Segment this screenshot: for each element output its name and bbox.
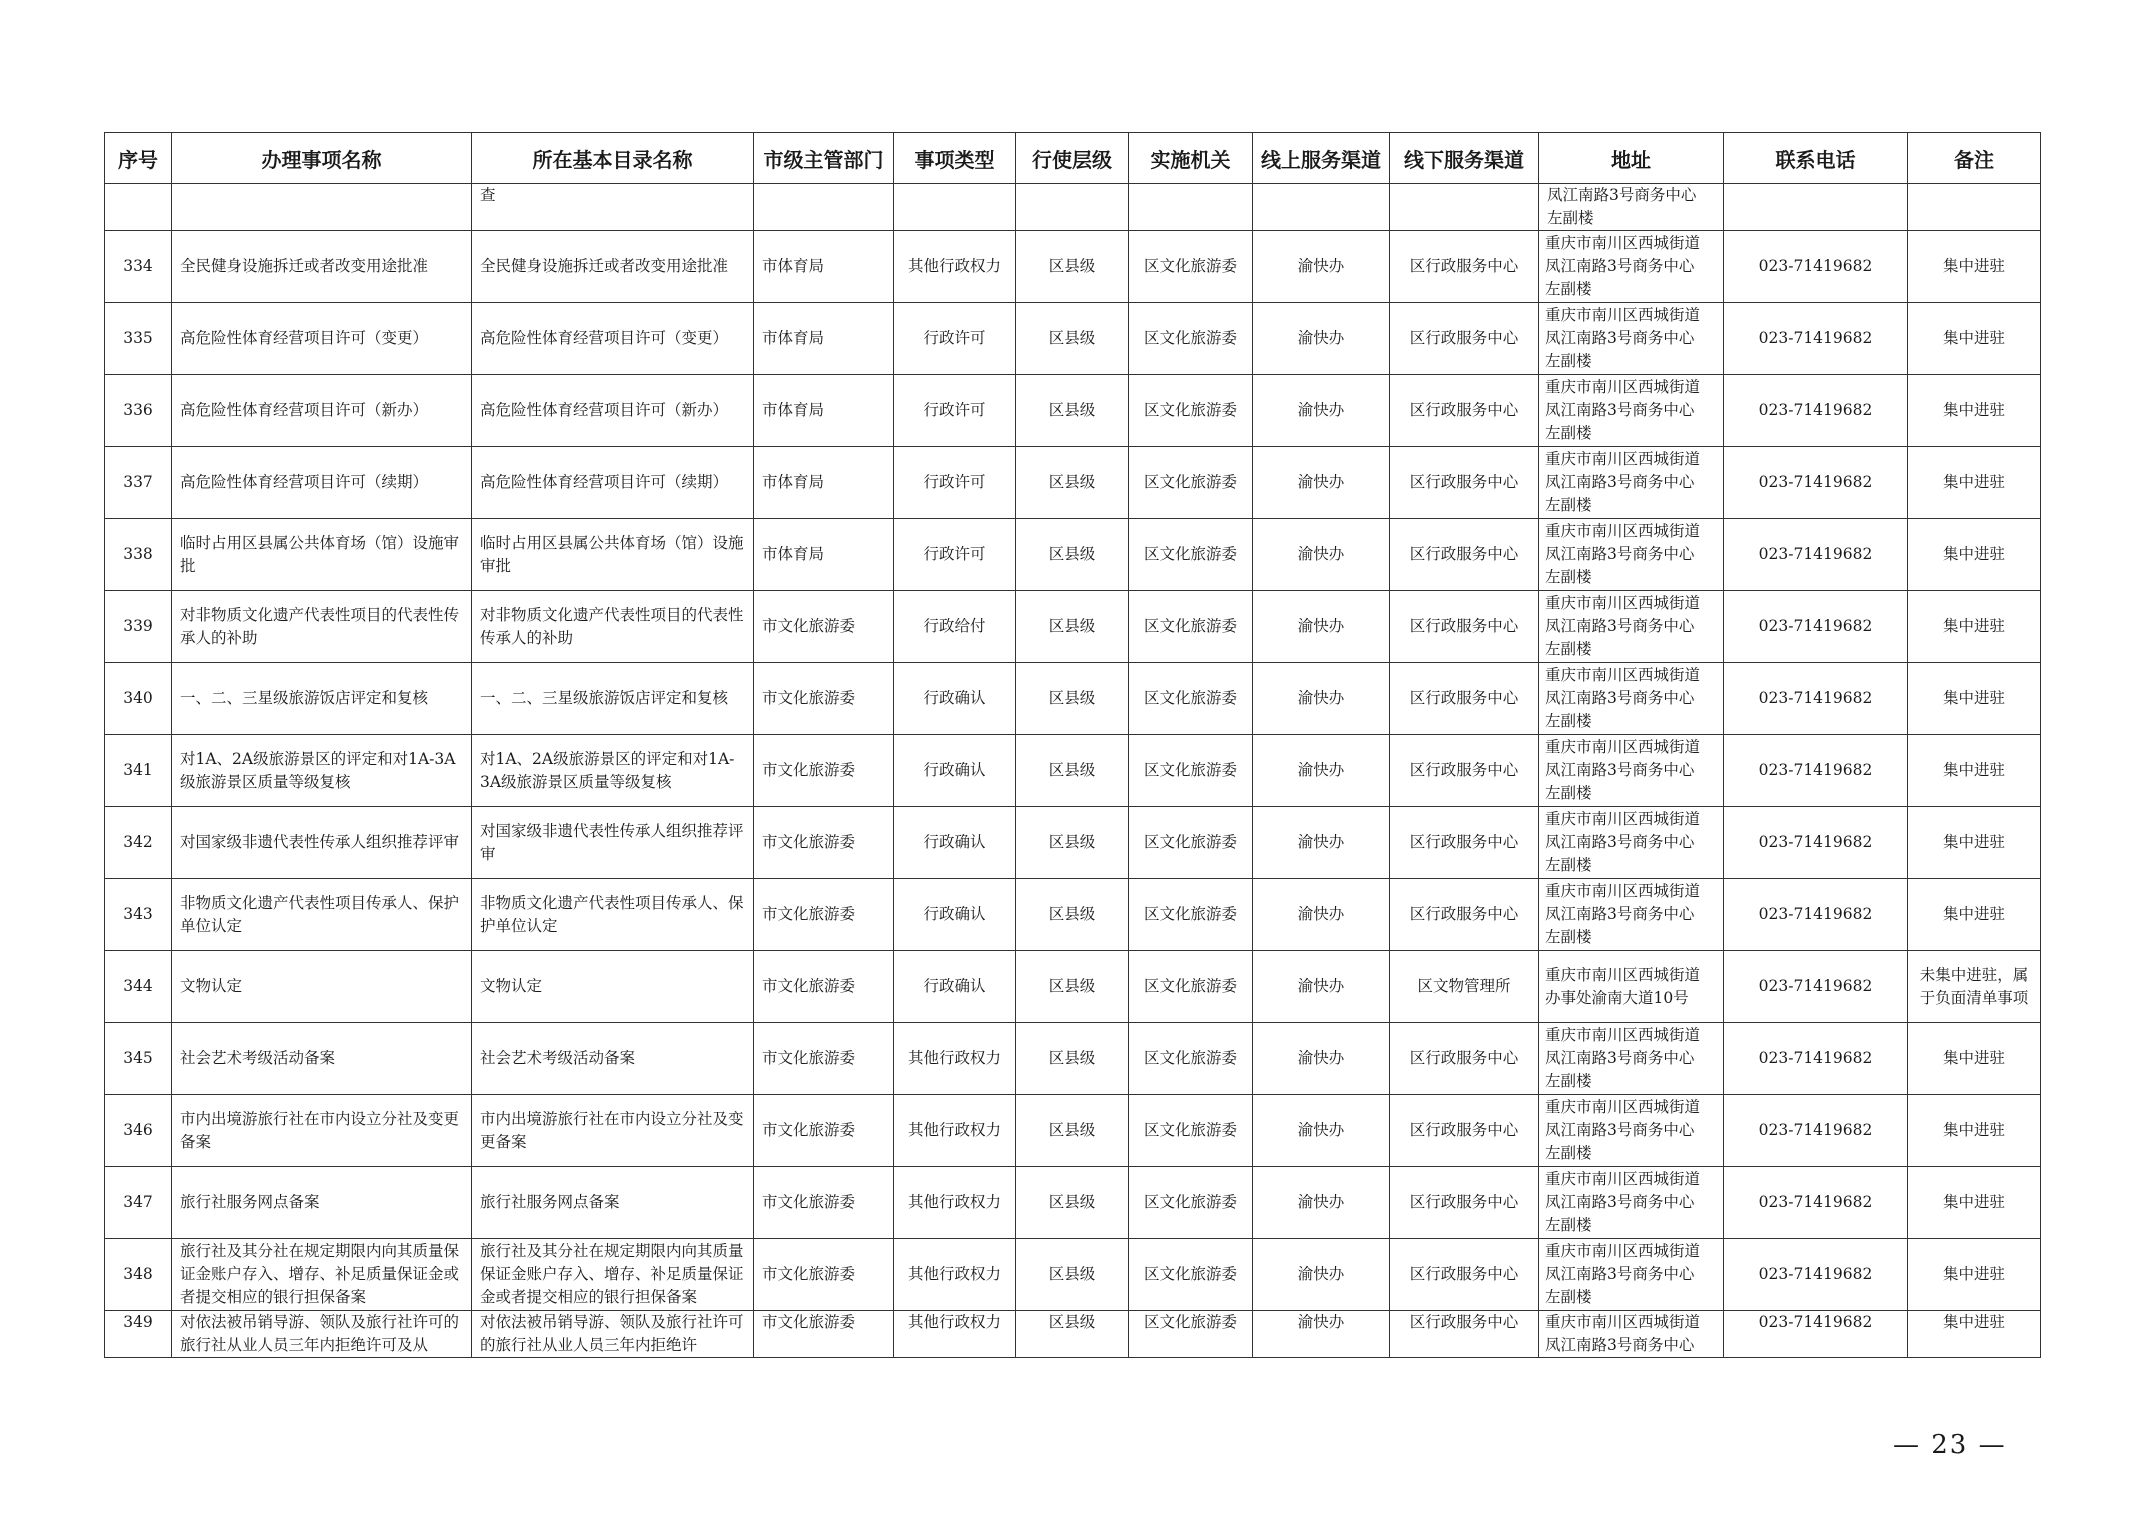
cell-agency: 区文化旅游委 bbox=[1129, 663, 1253, 735]
cell-name: 对国家级非遗代表性传承人组织推荐评审 bbox=[172, 807, 472, 879]
cell-dir: 全民健身设施拆迁或者改变用途批准 bbox=[472, 231, 754, 303]
cell-agency bbox=[1129, 184, 1253, 231]
cell-dept: 市体育局 bbox=[754, 447, 894, 519]
cell-offline: 区行政服务中心 bbox=[1390, 879, 1539, 951]
table-row bbox=[105, 735, 2041, 807]
cell-name: 对依法被吊销导游、领队及旅行社许可的旅行社从业人员三年内拒绝许可及从 bbox=[172, 1311, 472, 1358]
cell-no: 341 bbox=[105, 735, 172, 807]
cell-offline: 区行政服务中心 bbox=[1390, 1023, 1539, 1095]
cell-agency: 区文化旅游委 bbox=[1129, 231, 1253, 303]
cell-note: 集中进驻 bbox=[1908, 375, 2041, 447]
cell-note: 集中进驻 bbox=[1908, 807, 2041, 879]
cell-agency: 区文化旅游委 bbox=[1129, 1023, 1253, 1095]
cell-level: 区县级 bbox=[1016, 231, 1129, 303]
cell-type: 行政许可 bbox=[894, 303, 1016, 375]
cell-type: 其他行政权力 bbox=[894, 1023, 1016, 1095]
cell-dir: 对国家级非遗代表性传承人组织推荐评审 bbox=[472, 807, 754, 879]
cell-online: 渝快办 bbox=[1253, 663, 1390, 735]
cell-agency: 区文化旅游委 bbox=[1129, 447, 1253, 519]
cell-offline: 区行政服务中心 bbox=[1390, 1095, 1539, 1167]
cell-dir: 高危险性体育经营项目许可（变更） bbox=[472, 303, 754, 375]
table-row bbox=[105, 951, 2041, 1023]
cell-offline: 区行政服务中心 bbox=[1390, 735, 1539, 807]
cell-note: 集中进驻 bbox=[1908, 1023, 2041, 1095]
cell-name: 对非物质文化遗产代表性项目的代表性传承人的补助 bbox=[172, 591, 472, 663]
cell-online: 渝快办 bbox=[1253, 303, 1390, 375]
cell-level: 区县级 bbox=[1016, 303, 1129, 375]
cell-address: 重庆市南川区西城街道 凤江南路3号商务中心 左副楼 bbox=[1539, 303, 1724, 375]
cell-online: 渝快办 bbox=[1253, 807, 1390, 879]
cell-phone: 023-71419682 bbox=[1724, 447, 1908, 519]
cell-dir: 高危险性体育经营项目许可（续期） bbox=[472, 447, 754, 519]
table-row bbox=[105, 519, 2041, 591]
cell-no: 336 bbox=[105, 375, 172, 447]
table-row bbox=[105, 1311, 2041, 1358]
cell-phone: 023-71419682 bbox=[1724, 663, 1908, 735]
cell-level: 区县级 bbox=[1016, 447, 1129, 519]
cell-dept: 市体育局 bbox=[754, 303, 894, 375]
cell-no bbox=[105, 184, 172, 231]
cell-dir: 查 bbox=[472, 184, 754, 231]
cell-dir: 社会艺术考级活动备案 bbox=[472, 1023, 754, 1095]
header-no: 序号 bbox=[105, 133, 172, 184]
cell-type: 行政确认 bbox=[894, 663, 1016, 735]
cell-dept: 市体育局 bbox=[754, 375, 894, 447]
table-row bbox=[105, 807, 2041, 879]
cell-type: 其他行政权力 bbox=[894, 1311, 1016, 1358]
cell-offline: 区行政服务中心 bbox=[1390, 1239, 1539, 1311]
cell-level: 区县级 bbox=[1016, 879, 1129, 951]
cell-name: 旅行社及其分社在规定期限内向其质量保证金账户存入、增存、补足质量保证金或者提交相应的银行担保备案 bbox=[172, 1239, 472, 1311]
header-level: 行使层级 bbox=[1016, 133, 1129, 184]
cell-online bbox=[1253, 184, 1390, 231]
header-directory-name: 所在基本目录名称 bbox=[472, 133, 754, 184]
cell-agency: 区文化旅游委 bbox=[1129, 591, 1253, 663]
cell-agency: 区文化旅游委 bbox=[1129, 879, 1253, 951]
cell-dir: 文物认定 bbox=[472, 951, 754, 1023]
cell-address: 重庆市南川区西城街道 凤江南路3号商务中心 左副楼 bbox=[1539, 663, 1724, 735]
cell-no: 335 bbox=[105, 303, 172, 375]
cell-phone: 023-71419682 bbox=[1724, 519, 1908, 591]
cell-dept: 市体育局 bbox=[754, 231, 894, 303]
cell-note: 集中进驻 bbox=[1908, 1239, 2041, 1311]
cell-online: 渝快办 bbox=[1253, 591, 1390, 663]
cell-name: 一、二、三星级旅游饭店评定和复核 bbox=[172, 663, 472, 735]
cell-type: 行政确认 bbox=[894, 879, 1016, 951]
cell-no: 339 bbox=[105, 591, 172, 663]
cell-note: 集中进驻 bbox=[1908, 519, 2041, 591]
cell-offline: 区行政服务中心 bbox=[1390, 807, 1539, 879]
cell-address: 重庆市南川区西城街道 凤江南路3号商务中心 左副楼 bbox=[1539, 807, 1724, 879]
cell-level: 区县级 bbox=[1016, 591, 1129, 663]
cell-name: 全民健身设施拆迁或者改变用途批准 bbox=[172, 231, 472, 303]
cell-dir: 旅行社及其分社在规定期限内向其质量保证金账户存入、增存、补足质量保证金或者提交相应的银行担保备案 bbox=[472, 1239, 754, 1311]
cell-dept: 市文化旅游委 bbox=[754, 1167, 894, 1239]
cell-type: 其他行政权力 bbox=[894, 1095, 1016, 1167]
cell-phone: 023-71419682 bbox=[1724, 735, 1908, 807]
header-offline-channel: 线下服务渠道 bbox=[1390, 133, 1539, 184]
cell-dept: 市文化旅游委 bbox=[754, 807, 894, 879]
cell-address: 重庆市南川区西城街道 凤江南路3号商务中心 左副楼 bbox=[1539, 1023, 1724, 1095]
cell-note: 集中进驻 bbox=[1908, 879, 2041, 951]
cell-phone: 023-71419682 bbox=[1724, 231, 1908, 303]
cell-level: 区县级 bbox=[1016, 735, 1129, 807]
cell-phone: 023-71419682 bbox=[1724, 1095, 1908, 1167]
cell-note: 集中进驻 bbox=[1908, 303, 2041, 375]
cell-online: 渝快办 bbox=[1253, 735, 1390, 807]
cell-address: 重庆市南川区西城街道 凤江南路3号商务中心 左副楼 bbox=[1539, 231, 1724, 303]
cell-type: 行政确认 bbox=[894, 951, 1016, 1023]
cell-offline: 区行政服务中心 bbox=[1390, 303, 1539, 375]
cell-phone: 023-71419682 bbox=[1724, 1239, 1908, 1311]
cell-name: 市内出境游旅行社在市内设立分社及变更备案 bbox=[172, 1095, 472, 1167]
cell-online: 渝快办 bbox=[1253, 879, 1390, 951]
cell-level: 区县级 bbox=[1016, 1311, 1129, 1358]
cell-name: 临时占用区县属公共体育场（馆）设施审批 bbox=[172, 519, 472, 591]
cell-type: 其他行政权力 bbox=[894, 1167, 1016, 1239]
cell-note: 集中进驻 bbox=[1908, 591, 2041, 663]
cell-level: 区县级 bbox=[1016, 951, 1129, 1023]
header-note: 备注 bbox=[1908, 133, 2041, 184]
cell-note: 集中进驻 bbox=[1908, 1311, 2041, 1358]
cell-type bbox=[894, 184, 1016, 231]
cell-online: 渝快办 bbox=[1253, 1311, 1390, 1358]
cell-online: 渝快办 bbox=[1253, 375, 1390, 447]
cell-dept: 市文化旅游委 bbox=[754, 735, 894, 807]
cell-name: 文物认定 bbox=[172, 951, 472, 1023]
cell-address: 重庆市南川区西城街道 办事处渝南大道10号 bbox=[1539, 951, 1724, 1023]
cell-note: 集中进驻 bbox=[1908, 447, 2041, 519]
cell-dept: 市文化旅游委 bbox=[754, 663, 894, 735]
cell-agency: 区文化旅游委 bbox=[1129, 519, 1253, 591]
cell-level: 区县级 bbox=[1016, 1167, 1129, 1239]
cell-name: 高危险性体育经营项目许可（变更） bbox=[172, 303, 472, 375]
cell-level: 区县级 bbox=[1016, 663, 1129, 735]
table-row bbox=[105, 879, 2041, 951]
cell-phone bbox=[1724, 184, 1908, 231]
cell-phone: 023-71419682 bbox=[1724, 303, 1908, 375]
cell-level: 区县级 bbox=[1016, 1239, 1129, 1311]
cell-no: 344 bbox=[105, 951, 172, 1023]
cell-no: 338 bbox=[105, 519, 172, 591]
cell-address: 重庆市南川区西城街道 凤江南路3号商务中心 左副楼 bbox=[1539, 1095, 1724, 1167]
cell-online: 渝快办 bbox=[1253, 951, 1390, 1023]
cell-dir: 临时占用区县属公共体育场（馆）设施审批 bbox=[472, 519, 754, 591]
cell-level: 区县级 bbox=[1016, 1023, 1129, 1095]
cell-type: 行政许可 bbox=[894, 519, 1016, 591]
table-row bbox=[105, 447, 2041, 519]
cell-online: 渝快办 bbox=[1253, 231, 1390, 303]
cell-no: 340 bbox=[105, 663, 172, 735]
cell-note: 未集中进驻，属于负面清单事项 bbox=[1908, 951, 2041, 1023]
cell-level: 区县级 bbox=[1016, 807, 1129, 879]
cell-offline: 区文物管理所 bbox=[1390, 951, 1539, 1023]
service-items-table bbox=[104, 132, 2041, 1358]
cell-dir: 旅行社服务网点备案 bbox=[472, 1167, 754, 1239]
cell-note: 集中进驻 bbox=[1908, 663, 2041, 735]
service-items-table-container bbox=[104, 132, 2040, 1358]
cell-agency: 区文化旅游委 bbox=[1129, 1239, 1253, 1311]
cell-address: 重庆市南川区西城街道 凤江南路3号商务中心 bbox=[1539, 1311, 1724, 1358]
cell-no: 334 bbox=[105, 231, 172, 303]
cell-name: 高危险性体育经营项目许可（续期） bbox=[172, 447, 472, 519]
cell-name: 非物质文化遗产代表性项目传承人、保护单位认定 bbox=[172, 879, 472, 951]
cell-no: 345 bbox=[105, 1023, 172, 1095]
cell-dir: 市内出境游旅行社在市内设立分社及变更备案 bbox=[472, 1095, 754, 1167]
cell-agency: 区文化旅游委 bbox=[1129, 951, 1253, 1023]
cell-agency: 区文化旅游委 bbox=[1129, 375, 1253, 447]
cell-dept: 市文化旅游委 bbox=[754, 591, 894, 663]
cell-dept bbox=[754, 184, 894, 231]
cell-agency: 区文化旅游委 bbox=[1129, 1095, 1253, 1167]
table-header-row bbox=[105, 133, 2041, 184]
table-row bbox=[105, 1095, 2041, 1167]
cell-level bbox=[1016, 184, 1129, 231]
cell-dept: 市文化旅游委 bbox=[754, 1311, 894, 1358]
cell-online: 渝快办 bbox=[1253, 519, 1390, 591]
cell-name bbox=[172, 184, 472, 231]
cell-online: 渝快办 bbox=[1253, 1167, 1390, 1239]
cell-type: 行政确认 bbox=[894, 735, 1016, 807]
cell-phone: 023-71419682 bbox=[1724, 951, 1908, 1023]
cell-note: 集中进驻 bbox=[1908, 1167, 2041, 1239]
cell-dir: 对非物质文化遗产代表性项目的代表性传承人的补助 bbox=[472, 591, 754, 663]
cell-type: 行政确认 bbox=[894, 807, 1016, 879]
cell-phone: 023-71419682 bbox=[1724, 1023, 1908, 1095]
cell-note: 集中进驻 bbox=[1908, 1095, 2041, 1167]
header-phone: 联系电话 bbox=[1724, 133, 1908, 184]
cell-online: 渝快办 bbox=[1253, 1239, 1390, 1311]
cell-offline: 区行政服务中心 bbox=[1390, 447, 1539, 519]
header-item-name: 办理事项名称 bbox=[172, 133, 472, 184]
cell-type: 行政许可 bbox=[894, 447, 1016, 519]
cell-phone: 023-71419682 bbox=[1724, 807, 1908, 879]
cell-offline: 区行政服务中心 bbox=[1390, 1167, 1539, 1239]
cell-no: 337 bbox=[105, 447, 172, 519]
cell-no: 346 bbox=[105, 1095, 172, 1167]
cell-address: 重庆市南川区西城街道 凤江南路3号商务中心 左副楼 bbox=[1539, 1239, 1724, 1311]
cell-no: 348 bbox=[105, 1239, 172, 1311]
table-row bbox=[105, 1239, 2041, 1311]
cell-address: 凤江南路3号商务中心 左副楼 bbox=[1539, 184, 1724, 231]
cell-dept: 市文化旅游委 bbox=[754, 951, 894, 1023]
cell-dir: 对依法被吊销导游、领队及旅行社许可的旅行社从业人员三年内拒绝许 bbox=[472, 1311, 754, 1358]
cell-phone: 023-71419682 bbox=[1724, 879, 1908, 951]
cell-no: 347 bbox=[105, 1167, 172, 1239]
cell-phone: 023-71419682 bbox=[1724, 591, 1908, 663]
cell-note: 集中进驻 bbox=[1908, 735, 2041, 807]
cell-dept: 市文化旅游委 bbox=[754, 1239, 894, 1311]
table-row bbox=[105, 1023, 2041, 1095]
cell-level: 区县级 bbox=[1016, 519, 1129, 591]
cell-phone: 023-71419682 bbox=[1724, 1311, 1908, 1358]
cell-note bbox=[1908, 184, 2041, 231]
page-number: — 23 — bbox=[1893, 1430, 2007, 1460]
cell-online: 渝快办 bbox=[1253, 1023, 1390, 1095]
cell-address: 重庆市南川区西城街道 凤江南路3号商务中心 左副楼 bbox=[1539, 447, 1724, 519]
cell-dir: 高危险性体育经营项目许可（新办） bbox=[472, 375, 754, 447]
cell-address: 重庆市南川区西城街道 凤江南路3号商务中心 左副楼 bbox=[1539, 519, 1724, 591]
cell-offline: 区行政服务中心 bbox=[1390, 591, 1539, 663]
cell-name: 对1A、2A级旅游景区的评定和对1A-3A级旅游景区质量等级复核 bbox=[172, 735, 472, 807]
header-city-dept: 市级主管部门 bbox=[754, 133, 894, 184]
cell-name: 高危险性体育经营项目许可（新办） bbox=[172, 375, 472, 447]
cell-type: 行政给付 bbox=[894, 591, 1016, 663]
cell-type: 其他行政权力 bbox=[894, 231, 1016, 303]
cell-offline: 区行政服务中心 bbox=[1390, 375, 1539, 447]
cell-no: 349 bbox=[105, 1311, 172, 1358]
cell-address: 重庆市南川区西城街道 凤江南路3号商务中心 左副楼 bbox=[1539, 735, 1724, 807]
cell-offline bbox=[1390, 184, 1539, 231]
header-item-type: 事项类型 bbox=[894, 133, 1016, 184]
cell-offline: 区行政服务中心 bbox=[1390, 231, 1539, 303]
cell-dir: 一、二、三星级旅游饭店评定和复核 bbox=[472, 663, 754, 735]
cell-offline: 区行政服务中心 bbox=[1390, 1311, 1539, 1358]
cell-type: 行政许可 bbox=[894, 375, 1016, 447]
cell-offline: 区行政服务中心 bbox=[1390, 519, 1539, 591]
cell-dir: 对1A、2A级旅游景区的评定和对1A-3A级旅游景区质量等级复核 bbox=[472, 735, 754, 807]
cell-online: 渝快办 bbox=[1253, 447, 1390, 519]
cell-address: 重庆市南川区西城街道 凤江南路3号商务中心 左副楼 bbox=[1539, 591, 1724, 663]
cell-phone: 023-71419682 bbox=[1724, 375, 1908, 447]
cell-agency: 区文化旅游委 bbox=[1129, 735, 1253, 807]
cell-dept: 市文化旅游委 bbox=[754, 879, 894, 951]
cell-agency: 区文化旅游委 bbox=[1129, 1167, 1253, 1239]
cell-no: 342 bbox=[105, 807, 172, 879]
cell-phone: 023-71419682 bbox=[1724, 1167, 1908, 1239]
table-row bbox=[105, 1167, 2041, 1239]
table-row bbox=[105, 375, 2041, 447]
table-row bbox=[105, 591, 2041, 663]
cell-dept: 市文化旅游委 bbox=[754, 1095, 894, 1167]
cell-name: 旅行社服务网点备案 bbox=[172, 1167, 472, 1239]
table-row bbox=[105, 303, 2041, 375]
cell-no: 343 bbox=[105, 879, 172, 951]
cell-level: 区县级 bbox=[1016, 1095, 1129, 1167]
cell-address: 重庆市南川区西城街道 凤江南路3号商务中心 左副楼 bbox=[1539, 375, 1724, 447]
cell-agency: 区文化旅游委 bbox=[1129, 1311, 1253, 1358]
cell-note: 集中进驻 bbox=[1908, 231, 2041, 303]
cell-dir: 非物质文化遗产代表性项目传承人、保护单位认定 bbox=[472, 879, 754, 951]
header-address: 地址 bbox=[1539, 133, 1724, 184]
header-agency: 实施机关 bbox=[1129, 133, 1253, 184]
cell-name: 社会艺术考级活动备案 bbox=[172, 1023, 472, 1095]
cell-online: 渝快办 bbox=[1253, 1095, 1390, 1167]
cell-agency: 区文化旅游委 bbox=[1129, 303, 1253, 375]
table-row bbox=[105, 231, 2041, 303]
cell-dept: 市文化旅游委 bbox=[754, 1023, 894, 1095]
cell-offline: 区行政服务中心 bbox=[1390, 663, 1539, 735]
header-online-channel: 线上服务渠道 bbox=[1253, 133, 1390, 184]
cell-dept: 市体育局 bbox=[754, 519, 894, 591]
continued-row bbox=[105, 184, 2041, 231]
cell-address: 重庆市南川区西城街道 凤江南路3号商务中心 左副楼 bbox=[1539, 879, 1724, 951]
cell-type: 其他行政权力 bbox=[894, 1239, 1016, 1311]
cell-level: 区县级 bbox=[1016, 375, 1129, 447]
cell-address: 重庆市南川区西城街道 凤江南路3号商务中心 左副楼 bbox=[1539, 1167, 1724, 1239]
cell-agency: 区文化旅游委 bbox=[1129, 807, 1253, 879]
table-row bbox=[105, 663, 2041, 735]
